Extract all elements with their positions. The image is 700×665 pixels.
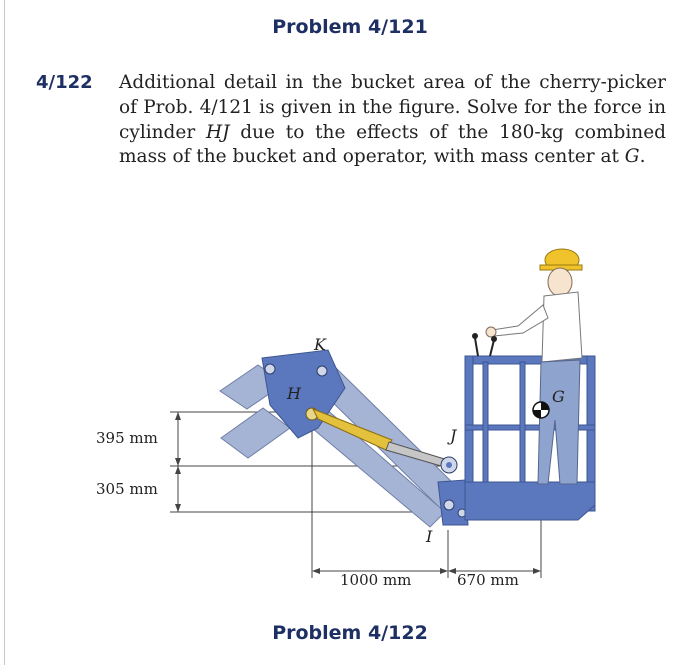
dimension-305: 305 mm — [96, 480, 158, 498]
cylinder-label: HJ — [205, 121, 230, 143]
dimension-395: 395 mm — [96, 429, 158, 447]
label-i: I — [426, 527, 433, 546]
label-j: J — [450, 426, 457, 445]
label-h: H — [287, 384, 301, 403]
problem-text-part-2: due to the effects of the 180-kg combined mass of the bucket and operator, with mass center at — [119, 121, 666, 168]
mass-center-symbol — [533, 402, 549, 418]
mass-center-label: G — [624, 146, 640, 168]
dimension-670: 670 mm — [457, 571, 519, 589]
problem-text-part-3: . — [639, 146, 646, 168]
bucket-pivot-frame — [438, 480, 468, 525]
dimension-1000: 1000 mm — [340, 571, 412, 589]
top-heading: Problem 4/121 — [272, 16, 428, 38]
bottom-heading: Problem 4/122 — [272, 622, 428, 644]
problem-text-part-1: Additional detail in the bucket area of the cherry-picker of Prob. 4/121 is given in the figure. Solve for the force in cylinder — [119, 72, 666, 143]
problem-number: 4/122 — [36, 72, 93, 93]
label-g: G — [552, 387, 565, 406]
label-k: K — [314, 335, 326, 354]
